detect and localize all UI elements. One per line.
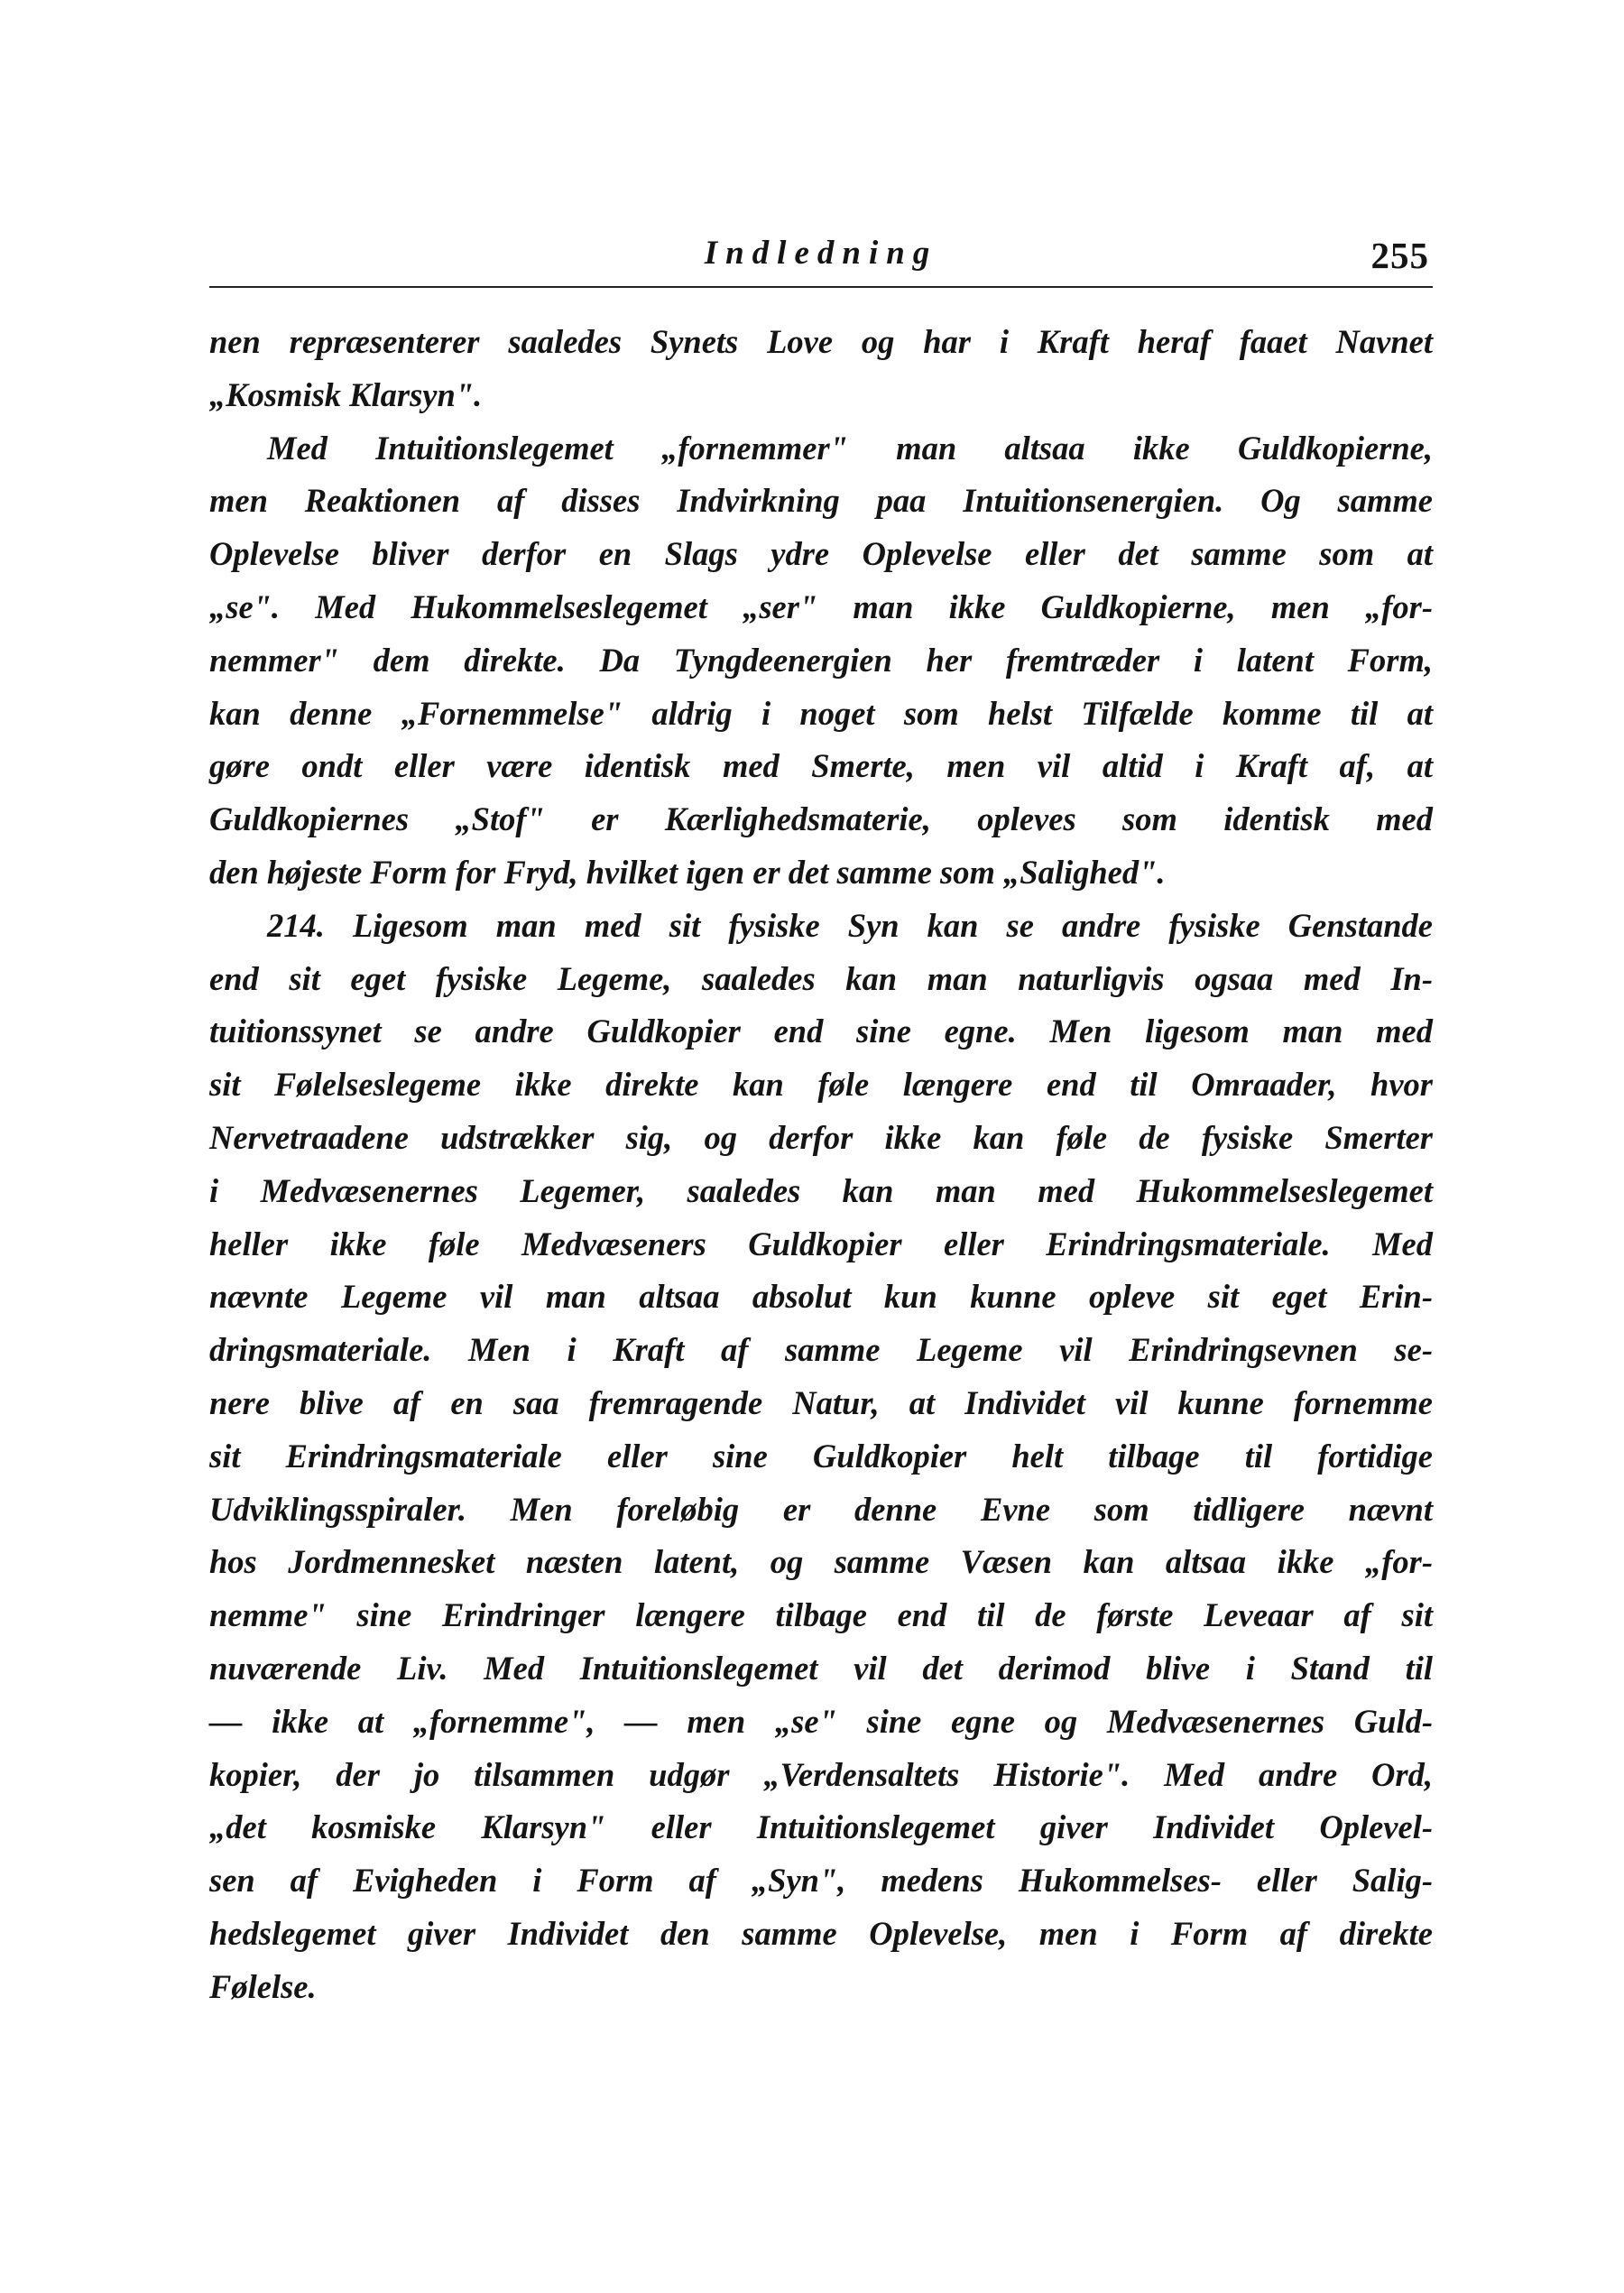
page-number: 255 [1370, 235, 1429, 276]
text-line: nævnte Legeme vil man altsaa absolut kun kunne opleve sit eget Erin- [209, 1278, 1433, 1316]
text-line: — ikke at „fornemme", — men „se" sine egne og Medvæsenernes Guld- [209, 1702, 1433, 1740]
text-line: heller ikke føle Medvæseners Guldkopier eller Erindringsmateriale. Med [209, 1225, 1433, 1262]
text-line: Følelse. [209, 1967, 317, 2005]
text-line: Nervetraadene udstrækker sig, og derfor ikke kan føle de fysiske Smerter [209, 1118, 1433, 1156]
text-line: kopier, der jo tilsammen udgør „Verdensaltets Historie". Med andre Ord, [209, 1755, 1433, 1793]
text-line: hos Jordmennesket næsten latent, og samme Væsen kan altsaa ikke „for- [209, 1543, 1433, 1581]
page-header [209, 230, 1433, 286]
text-line: nemme" sine Erindringer længere tilbage end til de første Leveaar af sit [209, 1596, 1433, 1634]
text-line: dringsmateriale. Men i Kraft af samme Legeme vil Erindringsevnen se- [209, 1331, 1433, 1369]
text-line: sit Følelseslegeme ikke direkte kan føle længere end til Omraader, hvor [209, 1066, 1433, 1104]
text-line: 214. Ligesom man med sit fysiske Syn kan se andre fysiske Genstande [267, 906, 1433, 944]
text-line: end sit eget fysiske Legeme, saaledes kan man naturligvis ogsaa med In- [209, 959, 1433, 997]
text-line: „det kosmiske Klarsyn" eller Intuitionslegemet giver Individet Oplevel- [209, 1808, 1433, 1846]
text-line: sen af Evigheden i Form af „Syn", medens Hukommelses- eller Salig- [209, 1862, 1433, 1900]
text-line: Med Intuitionslegemet „fornemmer" man altsaa ikke Guldkopierne, [267, 429, 1433, 467]
text-line: nen repræsenterer saaledes Synets Love og har i Kraft heraf faaet Navnet [209, 323, 1433, 360]
body-text [209, 316, 1433, 2014]
text-line: nere blive af en saa fremragende Natur, at Individet vil kunne fornemme [209, 1383, 1433, 1421]
text-line: kan denne „Fornemmelse" aldrig i noget som helst Tilfælde komme til at [209, 694, 1433, 732]
text-line: den højeste Form for Fryd, hvilket igen er det samme som „Salighed". [209, 853, 1166, 891]
text-line: „Kosmisk Klarsyn". [209, 375, 483, 413]
text-line: hedslegemet giver Individet den samme Oplevelse, men i Form af direkte [209, 1914, 1433, 1952]
text-line: i Medvæsenernes Legemer, saaledes kan man med Hukommelseslegemet [209, 1171, 1433, 1209]
running-head: Indledning [704, 235, 938, 272]
text-line: men Reaktionen af disses Indvirkning paa Intuitionsenergien. Og samme [209, 482, 1433, 520]
header-rule [209, 286, 1433, 288]
text-line: Guldkopiernes „Stof" er Kærlighedsmaterie, opleves som identisk med [209, 800, 1433, 838]
text-line: sit Erindringsmateriale eller sine Guldkopier helt tilbage til fortidige [209, 1437, 1433, 1475]
text-line: tuitionssynet se andre Guldkopier end sine egne. Men ligesom man med [209, 1012, 1433, 1050]
text-line: Udviklingsspiraler. Men foreløbig er denne Evne som tidligere nævnt [209, 1490, 1433, 1528]
text-line: nemmer" dem direkte. Da Tyngdeenergien her fremtræder i latent Form, [209, 641, 1433, 679]
text-line: nuværende Liv. Med Intuitionslegemet vil det derimod blive i Stand til [209, 1649, 1433, 1687]
text-line: „se". Med Hukommelseslegemet „ser" man ikke Guldkopierne, men „for- [209, 587, 1433, 625]
text-line: gøre ondt eller være identisk med Smerte, men vil altid i Kraft af, at [209, 747, 1433, 785]
text-line: Oplevelse bliver derfor en Slags ydre Oplevelse eller det samme som at [209, 535, 1433, 573]
